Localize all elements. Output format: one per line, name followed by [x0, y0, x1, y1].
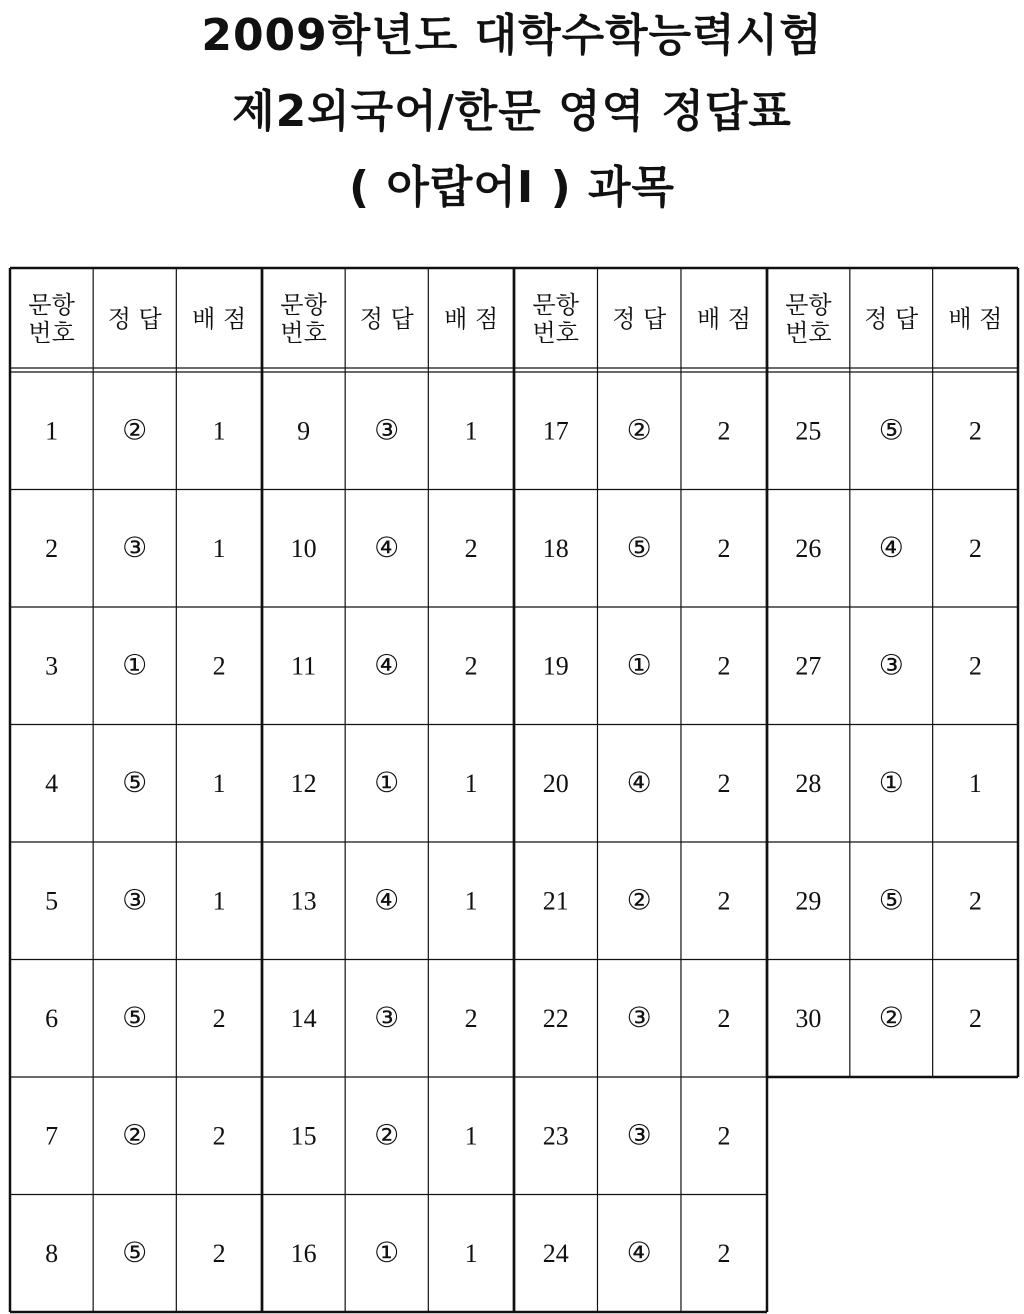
- question-number: 16: [290, 1238, 317, 1268]
- header-points: 배 점: [444, 305, 499, 333]
- answer-choice: ②: [878, 1002, 904, 1034]
- question-number: 30: [795, 1003, 822, 1033]
- points-value: 2: [717, 651, 731, 681]
- answer-choice: ②: [122, 1120, 148, 1152]
- points-value: 2: [717, 1121, 731, 1151]
- points-value: 2: [464, 533, 478, 563]
- answer-choice: ③: [122, 885, 148, 917]
- answer-choice: ⑤: [122, 767, 148, 799]
- header-number-top: 문항: [532, 291, 579, 319]
- points-value: 1: [212, 768, 226, 798]
- answer-choice: ⑤: [122, 1002, 148, 1034]
- points-value: 2: [968, 886, 982, 916]
- answer-choice: ④: [374, 885, 400, 917]
- question-number: 10: [290, 533, 317, 563]
- points-value: 2: [212, 1121, 226, 1151]
- question-number: 23: [542, 1121, 569, 1151]
- header-number-top: 문항: [785, 291, 832, 319]
- answer-choice: ①: [374, 1237, 400, 1269]
- points-value: 1: [464, 1238, 478, 1268]
- question-number: 25: [795, 416, 822, 446]
- header-number-bottom: 번호: [785, 319, 832, 347]
- header-number-bottom: 번호: [280, 319, 327, 347]
- answer-choice: ③: [122, 532, 148, 564]
- header-answer: 정 답: [864, 305, 919, 333]
- points-value: 2: [212, 1003, 226, 1033]
- points-value: 2: [968, 1003, 982, 1033]
- points-value: 2: [464, 1003, 478, 1033]
- question-number: 11: [291, 651, 317, 681]
- points-value: 2: [717, 533, 731, 563]
- title-exam: 2009학년도 대학수학능력시험: [201, 10, 823, 61]
- question-number: 26: [795, 533, 822, 563]
- points-value: 1: [212, 533, 226, 563]
- question-number: 7: [45, 1121, 59, 1151]
- header-answer: 정 답: [107, 305, 162, 333]
- question-number: 22: [542, 1003, 569, 1033]
- answer-choice: ④: [626, 1237, 652, 1269]
- header-number-bottom: 번호: [532, 319, 579, 347]
- header-points: 배 점: [948, 305, 1003, 333]
- answer-choice: ③: [374, 1002, 400, 1034]
- question-number: 19: [542, 651, 569, 681]
- question-number: 24: [542, 1238, 569, 1268]
- question-number: 14: [290, 1003, 317, 1033]
- question-number: 1: [45, 416, 59, 446]
- answer-choice: ①: [122, 650, 148, 682]
- header-number-top: 문항: [28, 291, 75, 319]
- answer-choice: ⑤: [878, 885, 904, 917]
- question-number: 8: [45, 1238, 59, 1268]
- question-number: 15: [290, 1121, 317, 1151]
- question-number: 5: [45, 886, 59, 916]
- answer-choice: ②: [122, 415, 148, 447]
- question-number: 9: [297, 416, 311, 446]
- question-number: 21: [542, 886, 569, 916]
- points-value: 2: [212, 1238, 226, 1268]
- answer-choice: ①: [374, 767, 400, 799]
- header-number-top: 문항: [280, 291, 327, 319]
- answer-choice: ⑤: [626, 532, 652, 564]
- question-number: 17: [542, 416, 569, 446]
- points-value: 1: [464, 886, 478, 916]
- answer-choice: ①: [878, 767, 904, 799]
- points-value: 2: [717, 1238, 731, 1268]
- answer-choice: ④: [878, 532, 904, 564]
- points-value: 2: [717, 768, 731, 798]
- question-number: 3: [45, 651, 59, 681]
- points-value: 1: [212, 416, 226, 446]
- header-points: 배 점: [192, 305, 247, 333]
- answer-choice: ③: [626, 1002, 652, 1034]
- question-number: 4: [45, 768, 59, 798]
- question-number: 28: [795, 768, 822, 798]
- points-value: 2: [717, 1003, 731, 1033]
- question-number: 20: [542, 768, 569, 798]
- title-section: 제2외국어/한문 영역 정답표: [232, 86, 792, 137]
- answer-choice: ④: [626, 767, 652, 799]
- points-value: 2: [968, 533, 982, 563]
- points-value: 2: [464, 651, 478, 681]
- points-value: 2: [717, 886, 731, 916]
- question-number: 12: [290, 768, 317, 798]
- points-value: 2: [968, 651, 982, 681]
- question-number: 18: [542, 533, 569, 563]
- points-value: 1: [464, 768, 478, 798]
- header-number-bottom: 번호: [28, 319, 75, 347]
- answer-choice: ②: [626, 415, 652, 447]
- title-subject: ( 아랍어Ⅰ ) 과목: [348, 162, 676, 213]
- answer-choice: ⑤: [122, 1237, 148, 1269]
- answer-choice: ③: [626, 1120, 652, 1152]
- answer-choice: ⑤: [878, 415, 904, 447]
- points-value: 2: [212, 651, 226, 681]
- points-value: 1: [464, 1121, 478, 1151]
- points-value: 1: [968, 768, 982, 798]
- points-value: 1: [464, 416, 478, 446]
- question-number: 27: [795, 651, 822, 681]
- answer-choice: ②: [626, 885, 652, 917]
- question-number: 13: [290, 886, 317, 916]
- question-number: 2: [45, 533, 59, 563]
- header-points: 배 점: [696, 305, 751, 333]
- question-number: 29: [795, 886, 822, 916]
- points-value: 2: [717, 416, 731, 446]
- answer-choice: ④: [374, 650, 400, 682]
- points-value: 1: [212, 886, 226, 916]
- answer-choice: ③: [374, 415, 400, 447]
- answer-choice: ②: [374, 1120, 400, 1152]
- points-value: 2: [968, 416, 982, 446]
- header-answer: 정 답: [359, 305, 414, 333]
- answer-choice: ①: [626, 650, 652, 682]
- answer-choice: ③: [878, 650, 904, 682]
- answer-choice: ④: [374, 532, 400, 564]
- header-answer: 정 답: [612, 305, 667, 333]
- question-number: 6: [45, 1003, 59, 1033]
